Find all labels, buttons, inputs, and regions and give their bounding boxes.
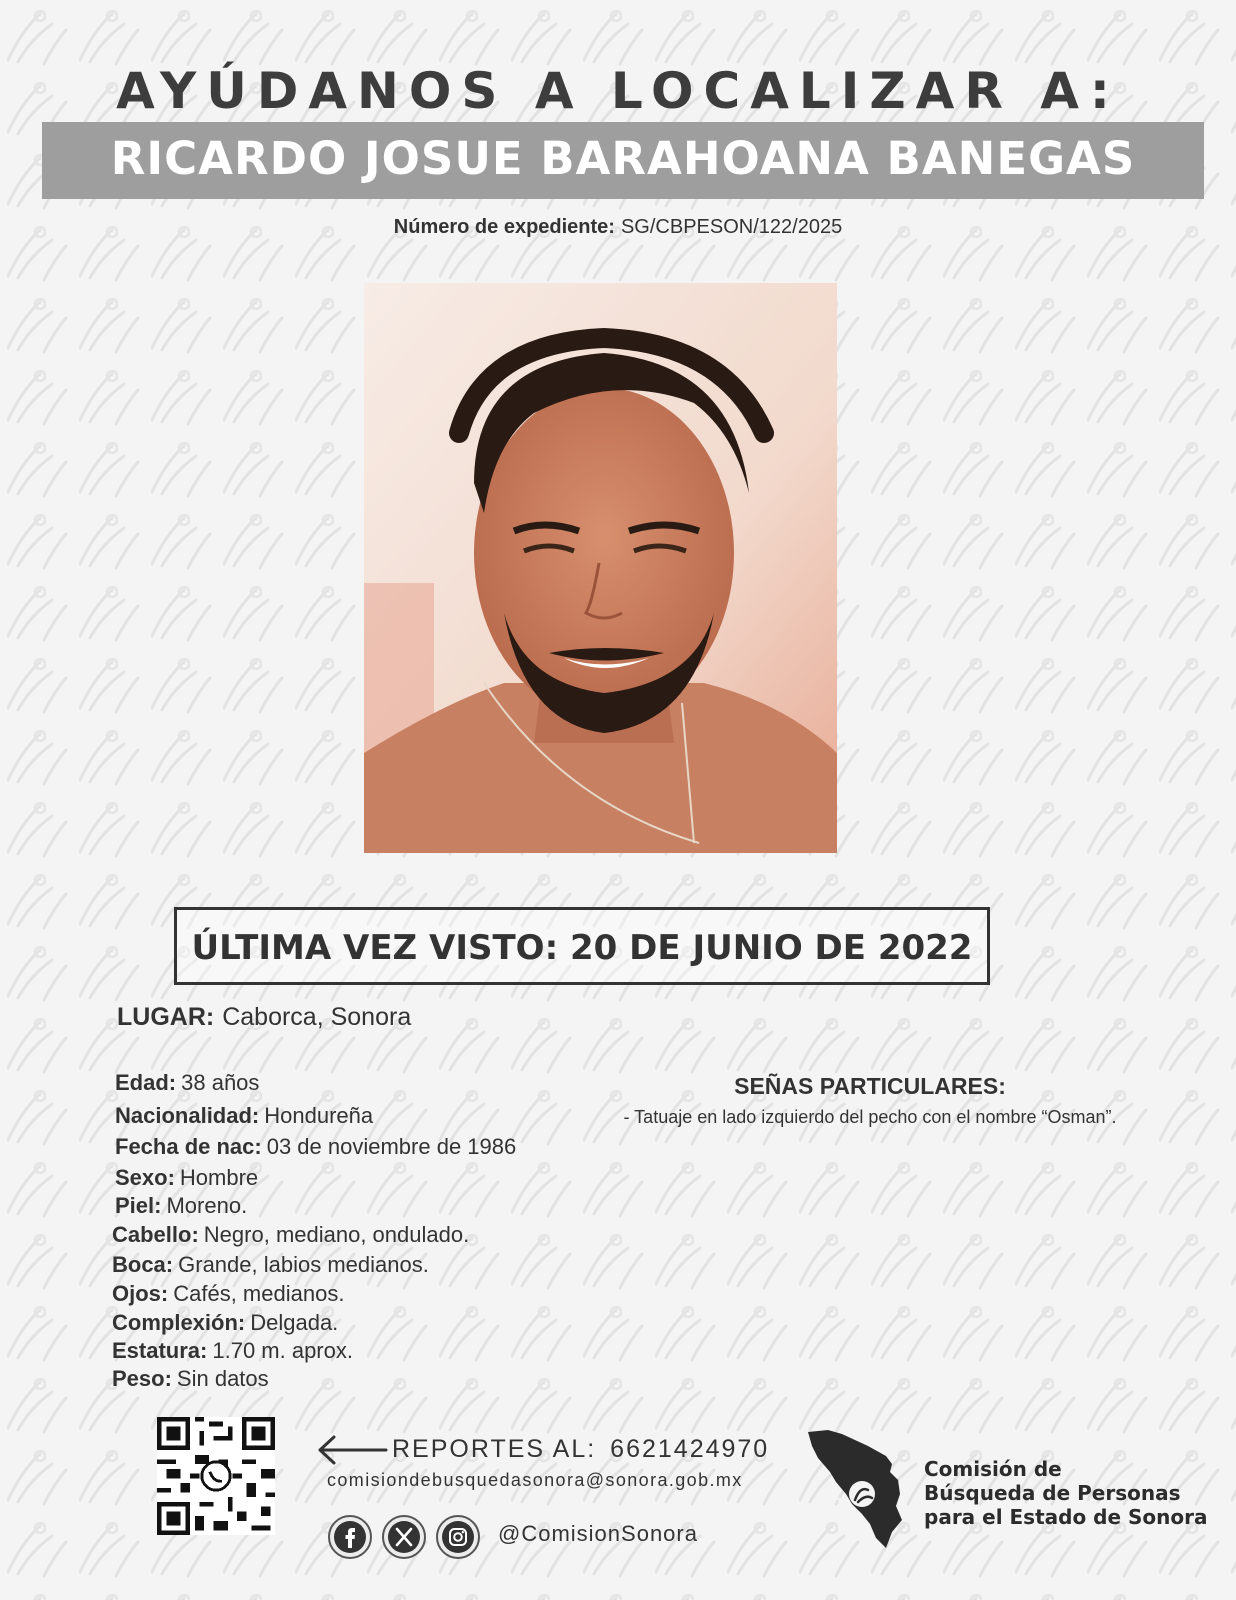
place-line bbox=[117, 1003, 411, 1032]
person-photo bbox=[364, 283, 837, 853]
organization-line-1: Comisión de bbox=[924, 1457, 1062, 1481]
report-label: REPORTES AL: bbox=[392, 1435, 597, 1463]
name-banner bbox=[42, 122, 1204, 199]
contact-email[interactable]: comisiondebusquedasonora@sonora.gob.mx bbox=[327, 1470, 743, 1490]
detail-label: Ojos: bbox=[112, 1281, 169, 1306]
detail-eyes bbox=[112, 1281, 344, 1307]
last-seen-text: ÚLTIMA VEZ VISTO: 20 DE JUNIO DE 2022 bbox=[191, 928, 973, 968]
report-phone[interactable]: 6621424970 bbox=[610, 1435, 770, 1463]
detail-label: Estatura: bbox=[112, 1338, 208, 1363]
detail-label: Cabello: bbox=[112, 1222, 199, 1247]
detail-label: Sexo: bbox=[115, 1165, 175, 1190]
detail-label: Edad: bbox=[115, 1070, 177, 1095]
sonora-map-logo-icon bbox=[806, 1428, 916, 1552]
detail-nationality bbox=[115, 1103, 373, 1129]
detail-value: Cafés, medianos. bbox=[173, 1281, 345, 1306]
qr-code[interactable] bbox=[157, 1417, 275, 1535]
detail-value: Delgada. bbox=[250, 1310, 339, 1335]
detail-label: Peso: bbox=[112, 1366, 172, 1391]
instagram-icon[interactable] bbox=[435, 1514, 481, 1560]
detail-label: Complexión: bbox=[112, 1310, 246, 1335]
detail-label: Boca: bbox=[112, 1252, 174, 1277]
detail-value: 1.70 m. aprox. bbox=[212, 1338, 353, 1363]
file-number-value: SG/CBPESON/122/2025 bbox=[620, 216, 843, 238]
detail-label: Nacionalidad: bbox=[115, 1103, 260, 1128]
distinguishing-marks-title: SEÑAS PARTICULARES: bbox=[734, 1073, 1006, 1099]
social-handle[interactable]: @ComisionSonora bbox=[498, 1521, 698, 1546]
file-number-line bbox=[0, 216, 1236, 239]
detail-skin bbox=[115, 1193, 247, 1219]
detail-value: Grande, labios medianos. bbox=[178, 1252, 429, 1277]
detail-label: Piel: bbox=[115, 1193, 162, 1218]
organization-line-2: Búsqueda de Personas bbox=[924, 1481, 1181, 1505]
place-value: Caborca, Sonora bbox=[222, 1003, 412, 1031]
detail-value: Negro, mediano, ondulado. bbox=[203, 1222, 470, 1247]
facebook-icon[interactable] bbox=[327, 1514, 373, 1560]
x-icon[interactable] bbox=[381, 1514, 427, 1560]
detail-value: Sin datos bbox=[176, 1366, 269, 1391]
last-seen-box bbox=[174, 907, 990, 985]
organization-name bbox=[924, 1457, 1208, 1529]
detail-birthdate bbox=[115, 1134, 516, 1160]
detail-hair bbox=[112, 1222, 469, 1248]
detail-mouth bbox=[112, 1252, 429, 1278]
detail-age bbox=[115, 1070, 259, 1096]
detail-value: Hondureña bbox=[264, 1103, 374, 1128]
detail-value: 38 años bbox=[181, 1070, 260, 1095]
file-number-label: Número de expediente: bbox=[393, 216, 615, 238]
detail-value: Hombre bbox=[179, 1165, 259, 1190]
detail-build bbox=[112, 1310, 338, 1336]
detail-label: Fecha de nac: bbox=[115, 1134, 262, 1159]
detail-height bbox=[112, 1338, 353, 1364]
organization-line-3: para el Estado de Sonora bbox=[924, 1505, 1208, 1529]
report-line bbox=[392, 1435, 769, 1464]
detail-sex bbox=[115, 1165, 258, 1191]
headline: AYÚDANOS A LOCALIZAR A: bbox=[116, 62, 1120, 120]
person-name: RICARDO JOSUE BARAHOANA BANEGAS bbox=[110, 132, 1136, 185]
distinguishing-marks-text: - Tatuaje en lado izquierdo del pecho con el nombre “Osman”. bbox=[623, 1107, 1117, 1127]
arrow-left-icon bbox=[316, 1433, 388, 1467]
place-label: LUGAR: bbox=[117, 1003, 215, 1031]
detail-value: 03 de noviembre de 1986 bbox=[266, 1134, 517, 1159]
detail-value: Moreno. bbox=[166, 1193, 248, 1218]
detail-weight bbox=[112, 1366, 269, 1392]
